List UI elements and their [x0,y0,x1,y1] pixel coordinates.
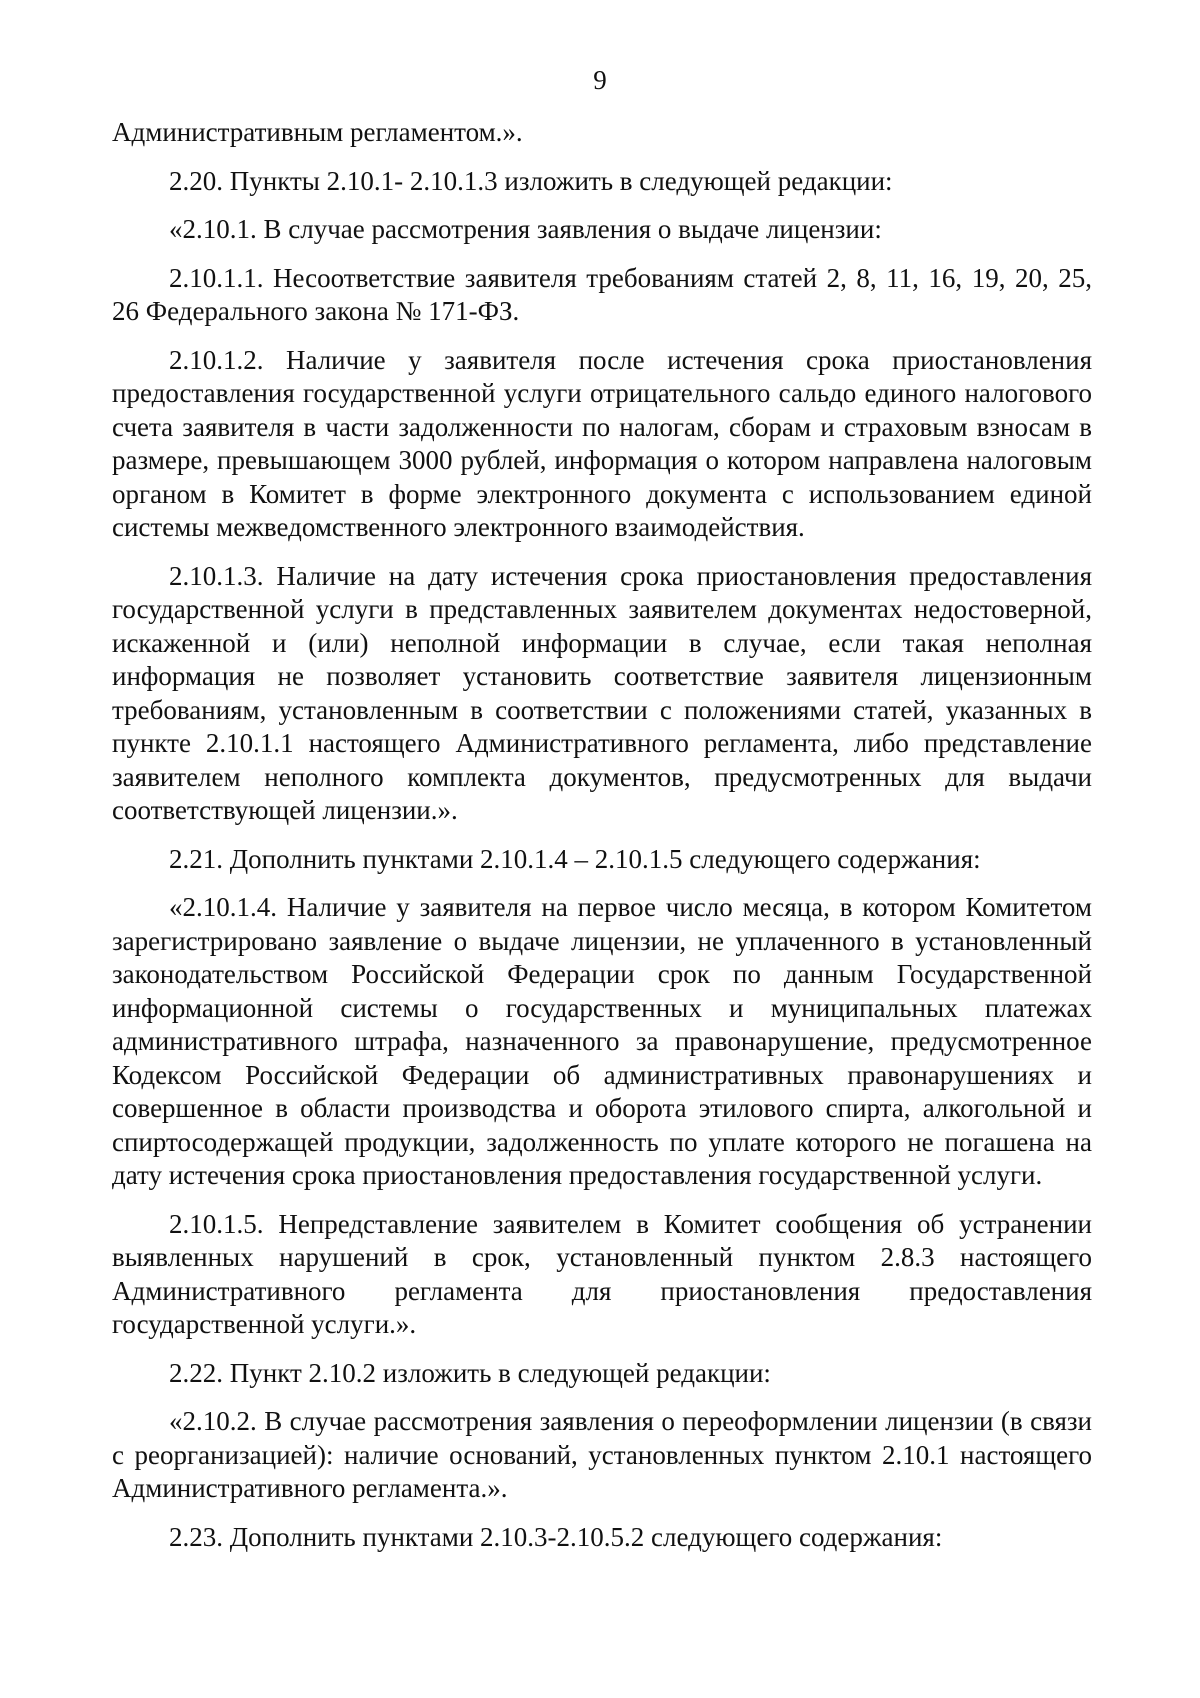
paragraph-2-20: 2.20. Пункты 2.10.1- 2.10.1.3 изложить в следующей редакции: [169,165,893,196]
paragraph-2-10-1: «2.10.1. В случае рассмотрения заявления о выдаче лицензии: [169,214,882,244]
paragraph-2-23: 2.23. Дополнить пунктами 2.10.3-2.10.5.2 следующего содержания: [169,1521,943,1552]
paragraph-2-22: 2.22. Пункт 2.10.2 изложить в следующей редакции: [169,1357,771,1388]
page-number: 9 [593,65,607,95]
paragraph-2-10-1-1: 2.10.1.1. Несоответствие заявителя требованиям статей 2, 8, 11, 16, 19, 20, 25, 26 Федерального закона № 171-ФЗ. [112,262,1092,326]
paragraph-2-10-1-4: «2.10.1.4. Наличие у заявителя на первое число месяца, в котором Комитетом зарегистрировано заявление о выдаче лицензии, не уплаченного в установленный законодательством Российской Федерации срок по данным Государственной информационной системы о государственных и муниципальных платежах административного штрафа, назначенного за правонарушение, предусмотренное Кодексом Российской Федерации об административных правонарушениях и совершенное в области производства и оборота этилового спирта, алкогольной и спиртосодержащей продукции, задолженность по уплате которого не погашена на дату истечения срока приостановления предоставления государственной услуги. [112,892,1092,1190]
paragraph-2-21: 2.21. Дополнить пунктами 2.10.1.4 – 2.10.1.5 следующего содержания: [169,843,981,874]
paragraph-2-10-1-3: 2.10.1.3. Наличие на дату истечения срока приостановления предоставления государственной услуги в представленных заявителем документах недостоверной, искаженной и (или) неполной информации в случае, если такая неполная информация не позволяет установить соответствие заявителя лицензионным требованиям, установленным в соответствии с положениями статей, указанных в пункте 2.10.1.1 настоящего Административного регламента, либо представление заявителем неполного комплекта документов, предусмотренных для выдачи соответствующей лицензии.». [112,560,1092,825]
paragraph-continuation: Административным регламентом.». [112,117,523,147]
paragraph-2-10-2: «2.10.2. В случае рассмотрения заявления о переоформлении лицензии (в связи с реорганизацией): наличие оснований, установленных пунктом 2.10.1 настоящего Административного регламента.». [112,1406,1092,1503]
document-body [112,116,1092,1569]
paragraph-2-10-1-5: 2.10.1.5. Непредставление заявителем в Комитет сообщения об устранении выявленных нарушений в срок, установленный пунктом 2.8.3 настоящего Административного регламента для приостановления предоставления государственной услуги.». [112,1208,1092,1339]
paragraph-2-10-1-2: 2.10.1.2. Наличие у заявителя после истечения срока приостановления предоставления государственной услуги отрицательного сальдо единого налогового счета заявителя в части задолженности по налогам, сборам и страховым взносам в размере, превышающем 3000 рублей, информация о котором направлена налоговым органом в Комитет в форме электронного документа с использованием единой системы межведомственного электронного взаимодействия. [112,344,1092,542]
